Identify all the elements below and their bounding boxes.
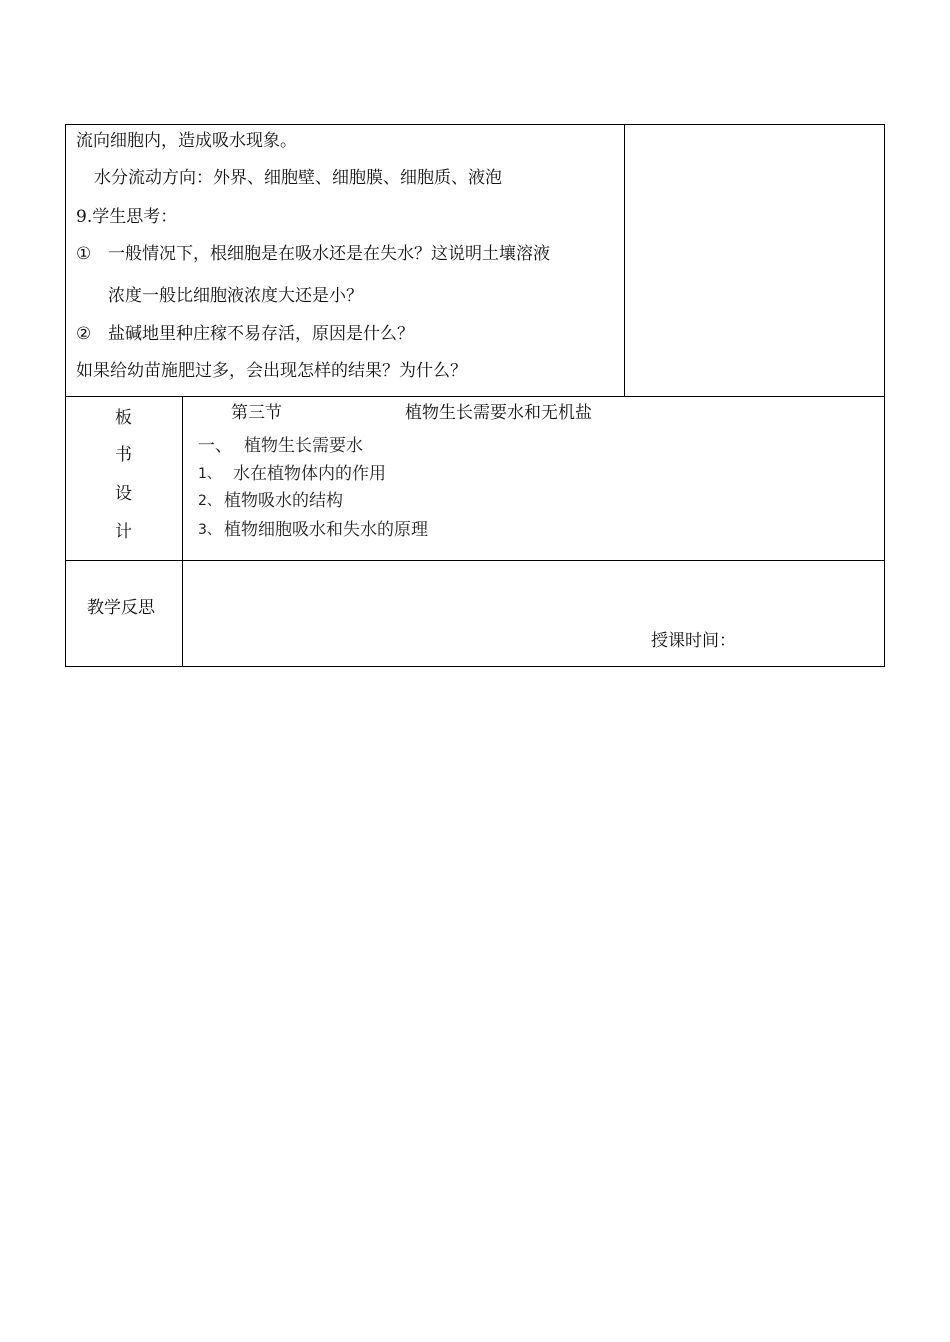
board-label-char-2: 书	[115, 445, 132, 465]
question-1-line-2: 浓度一般比细胞液浓度大还是小？	[108, 286, 363, 306]
item-3-text: 植物细胞吸水和失水的原理	[224, 520, 428, 540]
question-3: 如果给幼苗施肥过多，会出现怎样的结果？为什么？	[76, 361, 467, 381]
reflection-label: 教学反思	[87, 598, 155, 618]
lesson-time-label: 授课时间：	[651, 631, 736, 651]
board-label-char-4: 计	[115, 522, 132, 542]
heading-text: 植物生长需要水	[244, 436, 363, 456]
student-think-heading: 9.学生思考：	[76, 207, 178, 227]
section-title: 植物生长需要水和无机盐	[405, 403, 592, 423]
table-border-left	[65, 124, 66, 667]
question-1-line-1: 一般情况下，根细胞是在吸水还是在失水？这说明土壤溶液	[108, 244, 550, 264]
question-2-marker: ②	[76, 324, 92, 344]
table-border-bottom	[65, 666, 885, 667]
board-label-char-1: 板	[115, 408, 132, 428]
table-border-right	[884, 124, 885, 667]
item-1-text: 水在植物体内的作用	[233, 464, 386, 484]
table-divider-2	[65, 560, 885, 561]
label-column-divider	[182, 396, 183, 667]
question-1-marker: ①	[76, 244, 92, 264]
flow-direction: 水分流动方向：外界、细胞壁、细胞膜、细胞质、液泡	[94, 168, 502, 188]
item-2-number: 2、	[198, 493, 221, 509]
board-label-char-3: 设	[115, 484, 132, 504]
heading-marker: 一、	[198, 436, 232, 456]
table-divider-1	[65, 396, 885, 397]
item-3-number: 3、	[198, 522, 221, 538]
process-line-1: 流向细胞内，造成吸水现象。	[76, 131, 297, 151]
notes-cell	[625, 125, 884, 396]
question-2: 盐碱地里种庄稼不易存活，原因是什么？	[108, 324, 414, 344]
lesson-plan-table	[65, 124, 885, 667]
item-1-number: 1、	[198, 466, 221, 482]
section-number: 第三节	[231, 403, 282, 423]
item-2-text: 植物吸水的结构	[224, 491, 343, 511]
